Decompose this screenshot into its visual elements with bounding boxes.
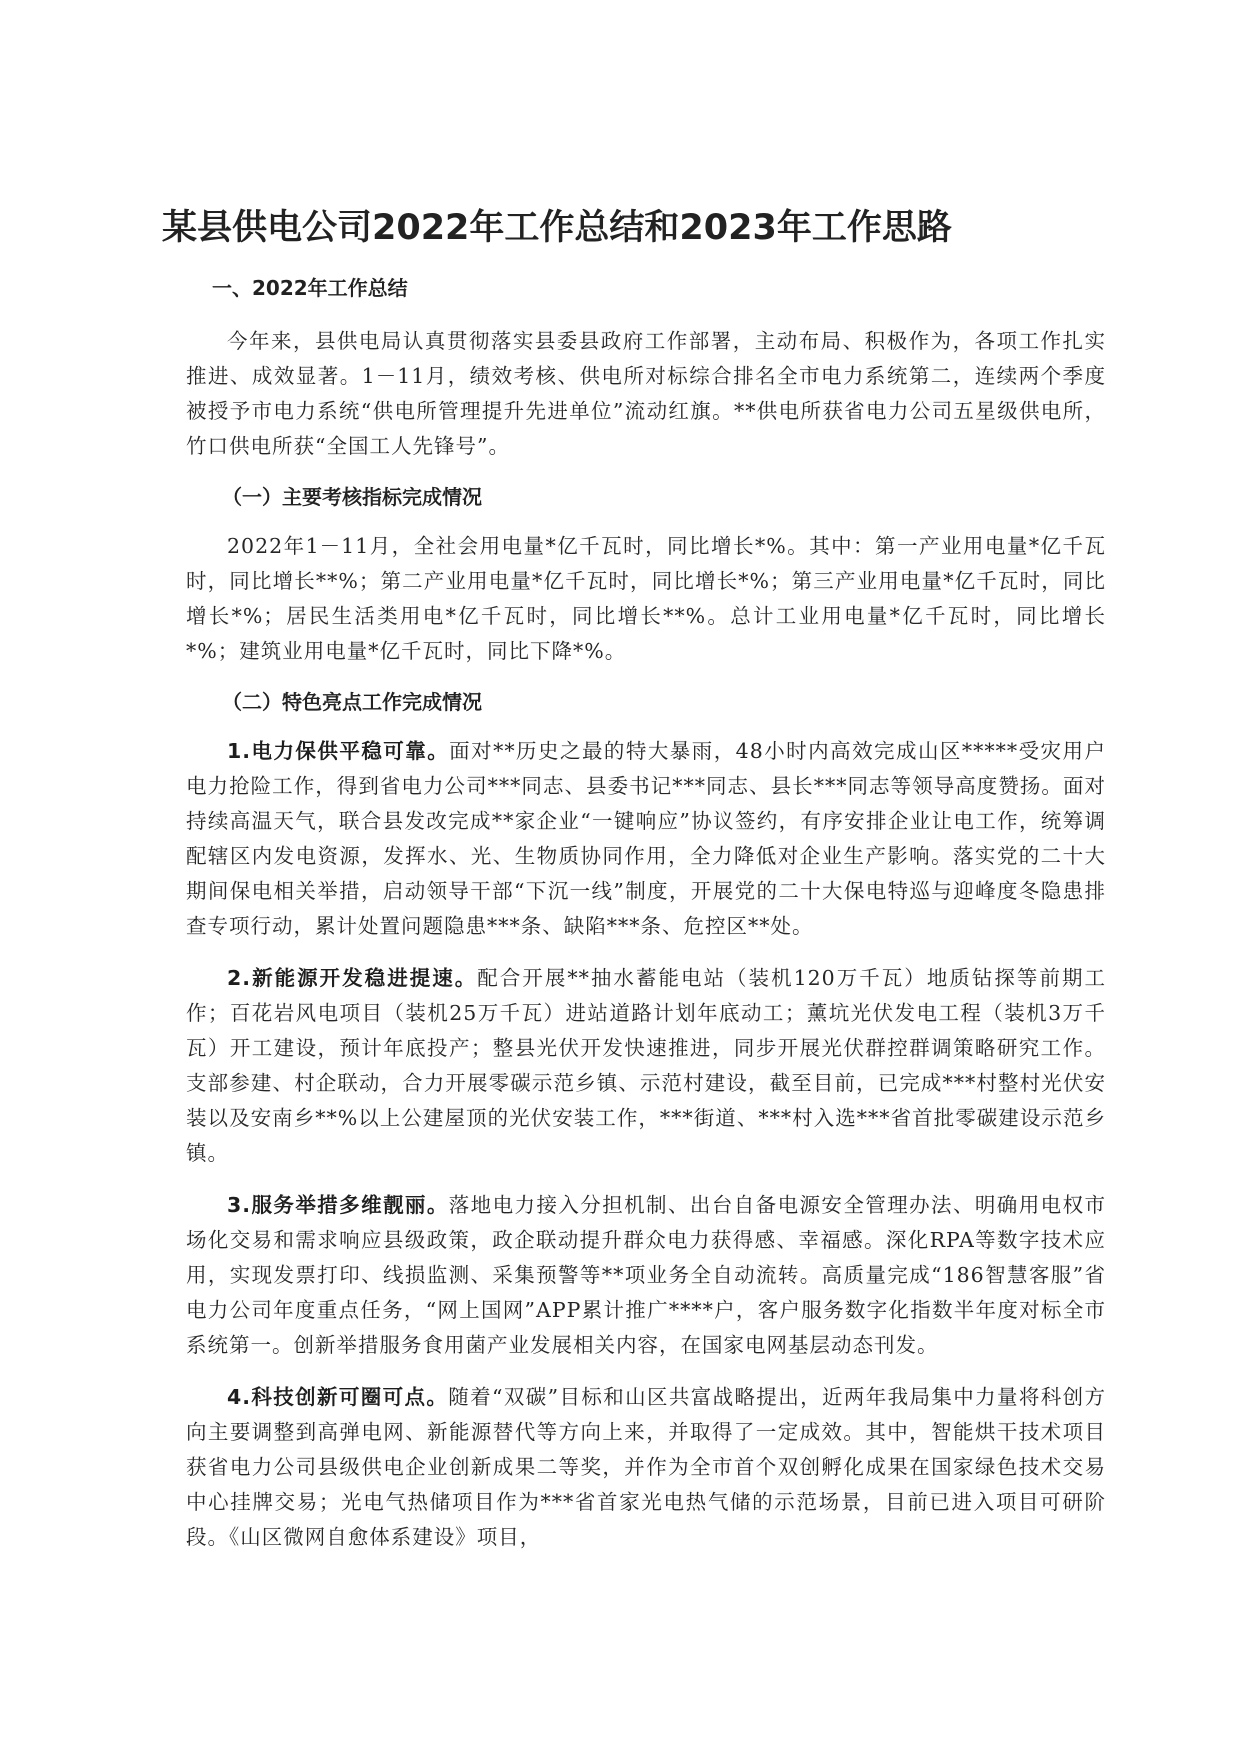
highlight-text: 随着“双碳”目标和山区共富战略提出，近两年我局集中力量将科创方向主要调整到高弹电网、新能源替代等方向上来，并取得了一定成效。其中，智能烘干技术项目获省电力公司县级供电企业创新成果二等奖，并作为全市首个双创孵化成果在国家绿色技术交易中心挂牌交易；光电气热储项目作为***省首家光电热气储的示范场景，目前已进入项目可研阶段。《山区微网自愈体系建设》项目， xyxy=(186,1385,1106,1549)
intro-paragraph: 今年来，县供电局认真贯彻落实县委县政府工作部署，主动布局、积极作为，各项工作扎实推进、成效显著。1－11月，绩效考核、供电所对标综合排名全市电力系统第二，连续两个季度被授予市电力系统“供电所管理提升先进单位”流动红旗。**供电所获省电力公司五星级供电所，竹口供电所获“全国工人先锋号”。 xyxy=(186,329,1106,458)
highlight-lead: 1.电力保供平稳可靠。 xyxy=(227,739,450,763)
section-heading-work-summary: 一、2022年工作总结 xyxy=(212,276,408,300)
document-page xyxy=(162,198,1106,1572)
subsection-heading-indicators: （一）主要考核指标完成情况 xyxy=(222,485,482,509)
highlight-item-service xyxy=(186,1188,1106,1363)
highlight-text: 面对**历史之最的特大暴雨，48小时内高效完成山区*****受灾用户电力抢险工作，得到省电力公司***同志、县委书记***同志、县长***同志等领导高度赞扬。面对持续高温天气，联合县发改完成**家企业“一键响应”协议签约，有序安排企业让电工作，统筹调配辖区内发电资源，发挥水、光、生物质协同作用，全力降低对企业生产影响。落实党的二十大期间保电相关举措，启动领导干部“下沉一线”制度，开展党的二十大保电特巡与迎峰度冬隐患排查专项行动，累计处置问题隐患***条、缺陷***条、危控区**处。 xyxy=(186,739,1106,938)
document-title: 某县供电公司2022年工作总结和2023年工作思路 xyxy=(162,208,952,248)
highlight-text: 配合开展**抽水蓄能电站（装机120万千瓦）地质钻探等前期工作；百花岩风电项目（装机25万千瓦）进站道路计划年底动工；薰坑光伏发电工程（装机3万千瓦）开工建设，预计年底投产；整县光伏开发快速推进，同步开展光伏群控群调策略研究工作。支部参建、村企联动，合力开展零碳示范乡镇、示范村建设，截至目前，已完成***村整村光伏安装以及安南乡**%以上公建屋顶的光伏安装工作，***街道、***村入选***省首批零碳建设示范乡镇。 xyxy=(186,966,1106,1165)
highlight-lead: 2.新能源开发稳进提速。 xyxy=(227,966,478,990)
highlight-item-power-supply xyxy=(186,734,1106,944)
subsection-heading-highlights: （二）特色亮点工作完成情况 xyxy=(222,690,482,714)
highlight-lead: 4.科技创新可圈可点。 xyxy=(227,1385,449,1409)
highlight-item-innovation xyxy=(186,1380,1106,1555)
highlight-text: 落地电力接入分担机制、出台自备电源安全管理办法、明确用电权市场化交易和需求响应县级政策，政企联动提升群众电力获得感、幸福感。深化RPA等数字技术应用，实现发票打印、线损监测、采集预警等**项业务全自动流转。高质量完成“186智慧客服”省电力公司年度重点任务，“网上国网”APP累计推广****户，客户服务数字化指数半年度对标全市系统第一。创新举措服务食用菌产业发展相关内容，在国家电网基层动态刊发。 xyxy=(186,1193,1106,1357)
highlight-item-new-energy xyxy=(186,961,1106,1171)
highlight-lead: 3.服务举措多维靓丽。 xyxy=(227,1193,449,1217)
indicators-paragraph: 2022年1－11月，全社会用电量*亿千瓦时，同比增长*%。其中：第一产业用电量*亿千瓦时，同比增长**%；第二产业用电量*亿千瓦时，同比增长*%；第三产业用电量*亿千瓦时，同比增长*%；居民生活类用电*亿千瓦时，同比增长**%。总计工业用电量*亿千瓦时，同比增长*%；建筑业用电量*亿千瓦时，同比下降*%。 xyxy=(186,534,1106,663)
